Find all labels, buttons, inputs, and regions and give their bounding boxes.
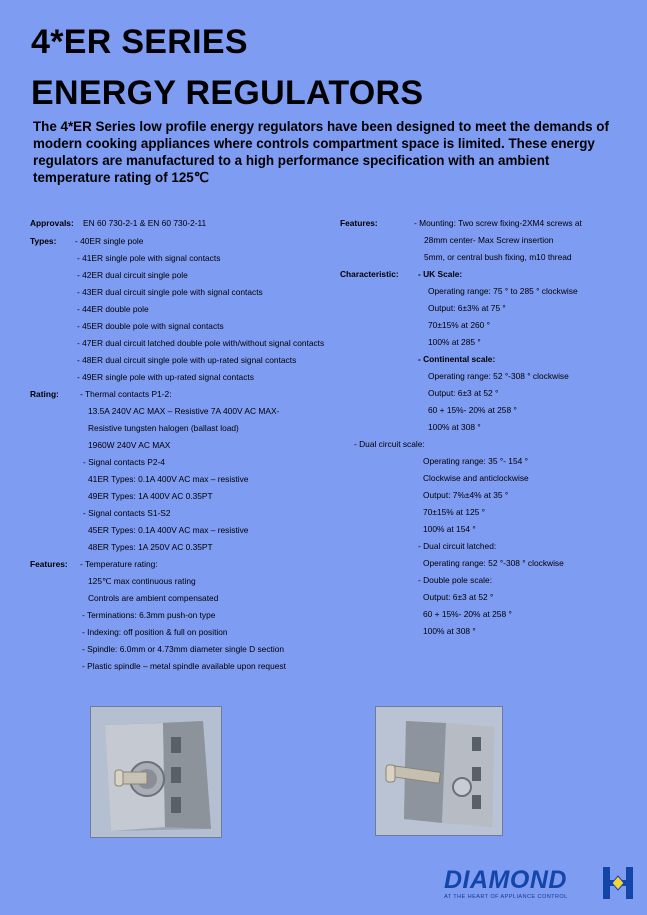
features-item: - Terminations: 6.3mm push-on type bbox=[82, 610, 216, 620]
uk-scale-line: 100% at 285 ° bbox=[428, 337, 481, 347]
mounting-line: 5mm, or central bush fixing, m10 thread bbox=[424, 252, 572, 262]
rating-item: - Signal contacts S1-S2 bbox=[83, 508, 171, 518]
features-item: Controls are ambient compensated bbox=[88, 593, 219, 603]
rating-item: - Signal contacts P2-4 bbox=[83, 457, 165, 467]
page-title-line2: ENERGY REGULATORS bbox=[31, 74, 424, 112]
dual-latched-heading: - Dual circuit latched: bbox=[418, 541, 497, 551]
rating-item: 41ER Types: 0.1A 400V AC max – resistive bbox=[88, 474, 249, 484]
brand-logo-mark bbox=[603, 867, 633, 906]
types-item: - 45ER double pole with signal contacts bbox=[77, 321, 224, 331]
rating-item: 13.5A 240V AC MAX – Resistive 7A 400V AC MAX- bbox=[88, 406, 280, 416]
rating-item: 49ER Types: 1A 400V AC 0.35PT bbox=[88, 491, 213, 501]
continental-scale-line: Output: 6±3 at 52 ° bbox=[428, 388, 499, 398]
rating-item: Resistive tungsten halogen (ballast load) bbox=[88, 423, 239, 433]
approvals-value: EN 60 730-2-1 & EN 60 730-2-11 bbox=[83, 218, 207, 228]
uk-scale-line: Output: 6±3% at 75 ° bbox=[428, 303, 506, 313]
continental-scale-line: 60 + 15%- 20% at 258 ° bbox=[428, 405, 517, 415]
rating-item: 48ER Types: 1A 250V AC 0.35PT bbox=[88, 542, 213, 552]
uk-scale-line: 70±15% at 260 ° bbox=[428, 320, 490, 330]
uk-scale-heading: - UK Scale: bbox=[418, 269, 463, 279]
brand-tagline: AT THE HEART OF APPLIANCE CONTROL bbox=[444, 894, 568, 900]
rating-item: - Thermal contacts P1-2: bbox=[80, 389, 172, 399]
types-item: - 48ER dual circuit single pole with up-rated signal contacts bbox=[77, 355, 297, 365]
features-item: - Plastic spindle – metal spindle available upon request bbox=[82, 661, 286, 671]
approvals-label: Approvals: bbox=[30, 218, 74, 228]
dual-circuit-line: Operating range: 35 °- 154 ° bbox=[423, 456, 528, 466]
characteristic-label: Characteristic: bbox=[340, 269, 399, 279]
double-pole-line: Output: 6±3 at 52 ° bbox=[423, 592, 494, 602]
right-features-label: Features: bbox=[340, 218, 378, 228]
features-label: Features: bbox=[30, 559, 68, 569]
continental-scale-heading: - Continental scale: bbox=[418, 354, 496, 364]
rating-label: Rating: bbox=[30, 389, 59, 399]
continental-scale-line: 100% at 308 ° bbox=[428, 422, 481, 432]
continental-scale-line: Operating range: 52 °-308 ° clockwise bbox=[428, 371, 569, 381]
uk-scale-line: Operating range: 75 ° to 285 ° clockwise bbox=[428, 286, 578, 296]
double-pole-heading: - Double pole scale: bbox=[418, 575, 493, 585]
dual-circuit-line: Output: 7%±4% at 35 ° bbox=[423, 490, 509, 500]
types-item: - 47ER dual circuit latched double pole with/without signal contacts bbox=[77, 338, 325, 348]
types-item: - 42ER dual circuit single pole bbox=[77, 270, 188, 280]
mounting-line: 28mm center- Max Screw insertion bbox=[424, 235, 554, 245]
dual-latched-line: Operating range: 52 °-308 ° clockwise bbox=[423, 558, 564, 568]
types-item: - 44ER double pole bbox=[77, 304, 149, 314]
features-item: - Temperature rating: bbox=[80, 559, 158, 569]
features-item: - Indexing: off position & full on position bbox=[82, 627, 228, 637]
double-pole-line: 100% at 308 ° bbox=[423, 626, 476, 636]
double-pole-line: 60 + 15%- 20% at 258 ° bbox=[423, 609, 512, 619]
types-item: - 49ER single pole with up-rated signal contacts bbox=[77, 372, 254, 382]
types-item: - 41ER single pole with signal contacts bbox=[77, 253, 221, 263]
features-item: 125℃ max continuous rating bbox=[88, 576, 196, 586]
features-item: - Spindle: 6.0mm or 4.73mm diameter single D section bbox=[82, 644, 285, 654]
intro-paragraph: The 4*ER Series low profile energy regulators have been designed to meet the demands of modern cooking appliances where controls compartment space is limited. These energy regulators are manufactured to a high performance specification with an ambient temperature rating of 125℃ bbox=[33, 119, 609, 185]
dual-circuit-line: 70±15% at 125 ° bbox=[423, 507, 485, 517]
rating-item: 45ER Types: 0.1A 400V AC max – resistive bbox=[88, 525, 249, 535]
brand-logo-text: DIAMOND bbox=[444, 866, 567, 894]
product-photo-angle bbox=[375, 706, 503, 836]
dual-circuit-heading: - Dual circuit scale: bbox=[354, 439, 425, 449]
types-label: Types: bbox=[30, 236, 57, 246]
types-item: - 40ER single pole bbox=[75, 236, 144, 246]
page-title-line1: 4*ER SERIES bbox=[31, 23, 248, 61]
product-photo-front bbox=[90, 706, 222, 838]
mounting-line: - Mounting: Two screw fixing-2XM4 screws at bbox=[414, 218, 582, 228]
rating-item: 1960W 240V AC MAX bbox=[88, 440, 171, 450]
dual-circuit-line: Clockwise and anticlockwise bbox=[423, 473, 529, 483]
dual-circuit-line: 100% at 154 ° bbox=[423, 524, 476, 534]
types-item: - 43ER dual circuit single pole with signal contacts bbox=[77, 287, 263, 297]
